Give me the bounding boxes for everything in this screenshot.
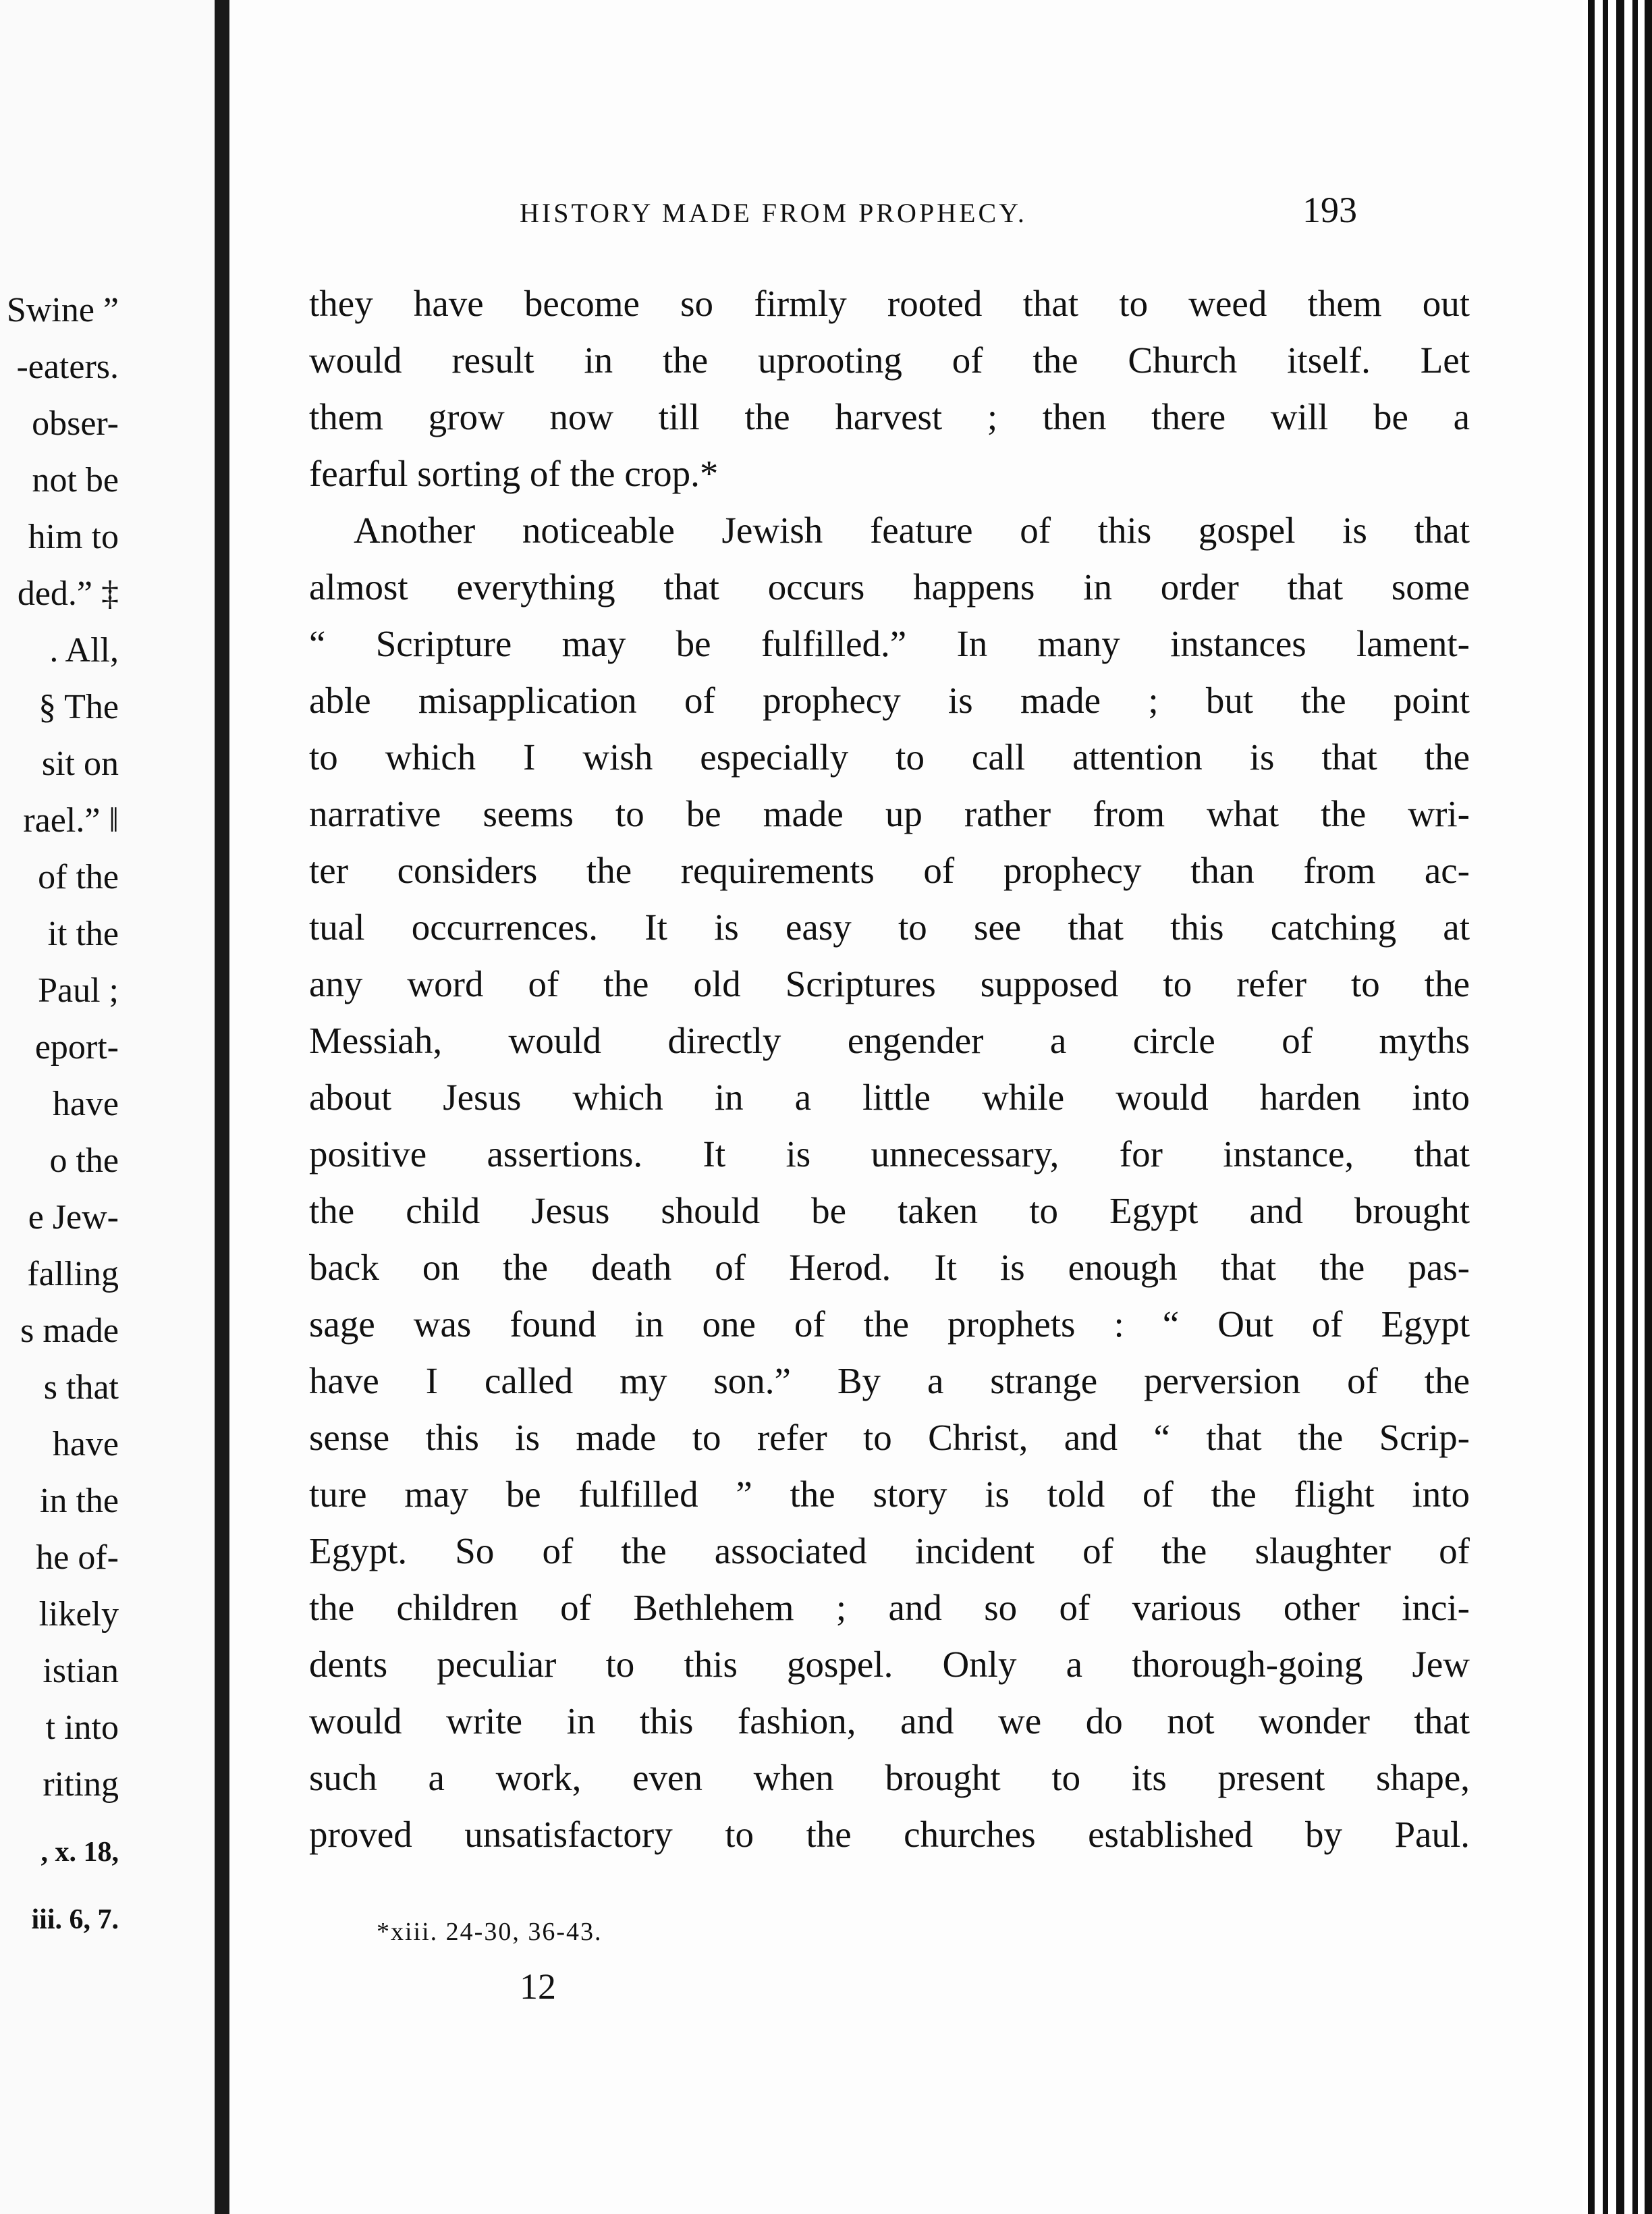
page-edge-stack	[1582, 0, 1652, 2214]
text-line: positive assertions. It is unnecessary, for instance, that	[309, 1133, 1470, 1174]
left-page-line: -eaters.	[16, 348, 119, 386]
left-page-line: not be	[32, 461, 119, 500]
left-page-line: him to	[28, 518, 119, 556]
left-page-line: . All,	[49, 631, 119, 670]
text-line: sense this is made to refer to Christ, and “ that the Scrip-	[309, 1417, 1470, 1458]
book-gutter	[215, 0, 229, 2214]
text-line: fearful sorting of the crop.*	[309, 453, 719, 494]
left-page-line: in the	[40, 1482, 119, 1520]
text-line: Messiah, would directly engender a circle of myths	[309, 1020, 1470, 1061]
text-line: sage was found in one of the prophets : “ Out of Egypt	[309, 1303, 1470, 1345]
page-number: 193	[1302, 190, 1357, 230]
page-edge-line	[1616, 0, 1624, 2214]
running-head: HISTORY MADE FROM PROPHECY.	[520, 198, 1027, 228]
text-line: ture may be fulfilled ” the story is told of the flight into	[309, 1474, 1470, 1515]
signature-mark: 12	[520, 1966, 556, 2007]
left-page-line: o the	[49, 1141, 119, 1180]
text-line: almost everything that occurs happens in order that some	[309, 566, 1470, 608]
left-page-line: have	[52, 1085, 119, 1123]
left-page-text	[0, 282, 119, 1813]
text-line: to which I wish especially to call attention is that the	[309, 736, 1470, 778]
left-page-line: eport-	[34, 1028, 119, 1066]
left-page-line: § The	[38, 688, 119, 726]
text-line: would write in this fashion, and we do not wonder that	[309, 1700, 1470, 1742]
text-line: back on the death of Herod. It is enough that the pas-	[309, 1247, 1470, 1288]
text-line: dents peculiar to this gospel. Only a thorough-going Jew	[309, 1644, 1470, 1685]
text-line: proved unsatisfactory to the churches established by Paul.	[309, 1814, 1470, 1855]
text-line: would result in the uprooting of the Church itself. Let	[309, 340, 1470, 381]
right-page	[229, 0, 1582, 2214]
text-line: have I called my son.” By a strange perversion of the	[309, 1360, 1470, 1401]
text-line: the children of Bethlehem ; and so of various other inci-	[309, 1587, 1470, 1628]
left-page-line: istian	[43, 1652, 119, 1690]
left-page-line: rael.” ‖	[23, 801, 119, 840]
body-text	[309, 275, 1470, 1863]
page-edge-line	[1632, 0, 1638, 2214]
text-line: tual occurrences. It is easy to see that this catching at	[309, 907, 1470, 948]
text-line: such a work, even when brought to its present shape,	[309, 1757, 1470, 1798]
left-page-line: Paul ;	[38, 971, 119, 1010]
left-page-line: s that	[43, 1368, 119, 1407]
left-page-line: of the	[38, 858, 119, 896]
text-line: about Jesus which in a little while would harden into	[309, 1077, 1470, 1118]
left-page-line: t into	[45, 1708, 119, 1747]
left-facing-page	[0, 0, 215, 2214]
text-line: they have become so firmly rooted that to weed them out	[309, 283, 1470, 324]
text-line: ter considers the requirements of prophecy than from ac-	[309, 850, 1470, 891]
text-line: the child Jesus should be taken to Egypt and brought	[309, 1190, 1470, 1231]
text-line: “ Scripture may be fulfilled.” In many instances lament-	[309, 623, 1470, 664]
left-page-line: falling	[27, 1255, 119, 1293]
text-line: able misapplication of prophecy is made ; but the point	[309, 680, 1470, 721]
left-page-footnote: iii. 6, 7.	[31, 1904, 119, 1935]
left-page-footnote: , x. 18,	[40, 1837, 119, 1868]
text-line: them grow now till the harvest ; then there will be a	[309, 396, 1470, 437]
left-page-line: riting	[43, 1765, 119, 1804]
left-page-line: sit on	[41, 745, 119, 783]
left-page-line: he of-	[36, 1538, 119, 1577]
text-line: narrative seems to be made up rather from what the wri-	[309, 793, 1470, 834]
footnote: *xiii. 24-30, 36-43.	[377, 1918, 603, 1946]
page-edge-line	[1588, 0, 1595, 2214]
text-line: Another noticeable Jewish feature of this gospel is that	[354, 510, 1470, 551]
left-page-line: s made	[20, 1312, 119, 1350]
left-page-line: Swine ”	[6, 291, 119, 329]
left-page-line: it the	[47, 915, 119, 953]
page-edge-line	[1603, 0, 1608, 2214]
page-edge-line	[1645, 0, 1652, 2214]
text-line: any word of the old Scriptures supposed to refer to the	[309, 963, 1470, 1004]
left-page-line: e Jew-	[28, 1198, 119, 1237]
left-page-line: have	[52, 1425, 119, 1463]
left-page-line: obser-	[32, 404, 119, 443]
text-line: Egypt. So of the associated incident of the slaughter of	[309, 1530, 1470, 1571]
left-page-line: likely	[38, 1595, 119, 1634]
left-page-line: ded.” ‡	[17, 574, 119, 613]
